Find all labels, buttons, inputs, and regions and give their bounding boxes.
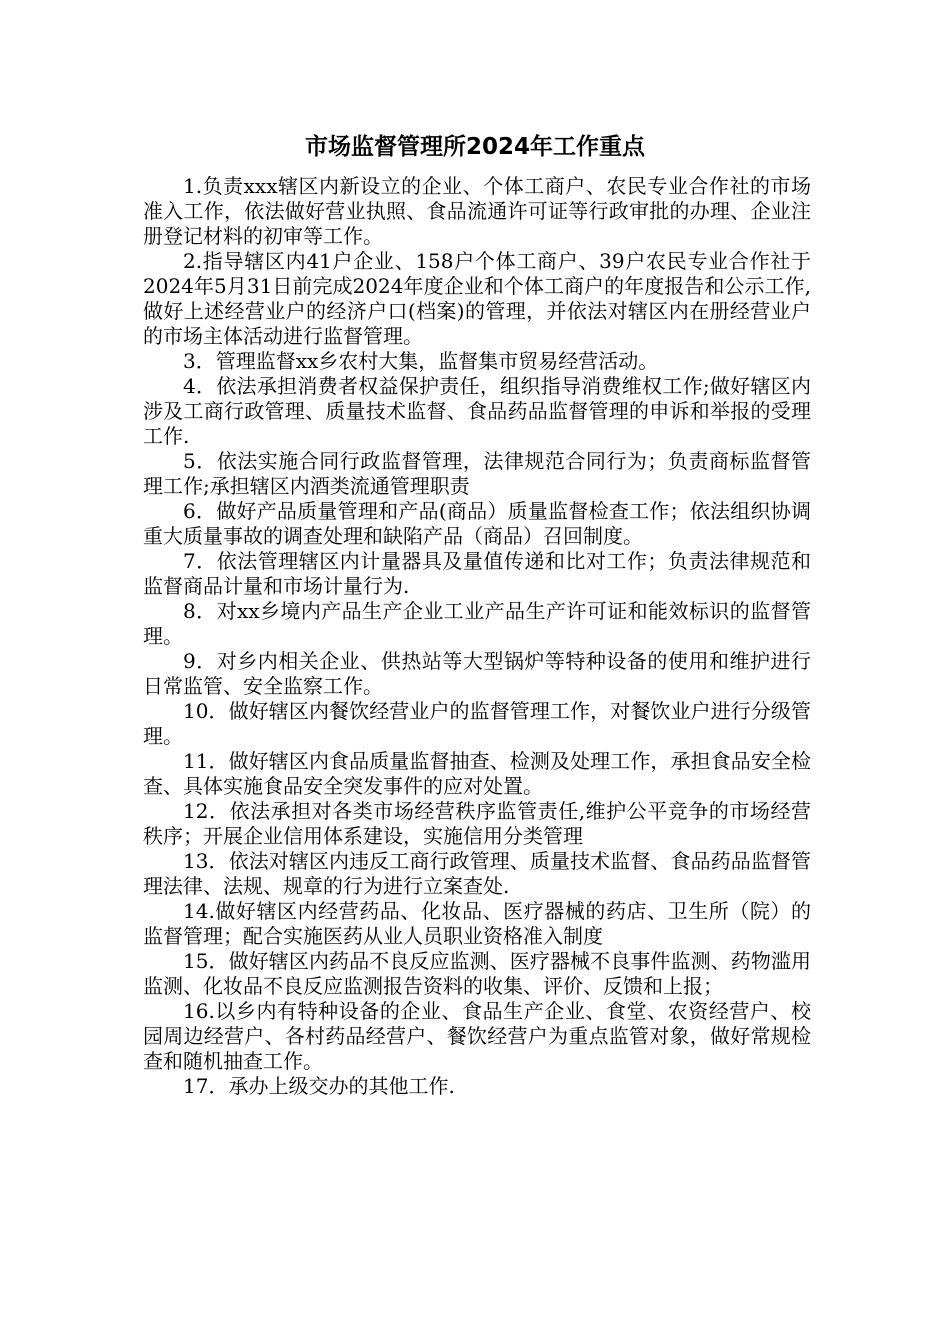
paragraph-12: 12．依法承担对各类市场经营秩序监管责任,维护公平竞争的市场经营秩序；开展企业信用体系建设，实施信用分类管理 bbox=[143, 799, 811, 848]
paragraph-16: 16.以乡内有特种设备的企业、食品生产企业、食堂、农资经营户、校园周边经营户、各村药品经营户、餐饮经营户为重点监管对象，做好常规检查和随机抽查工作。 bbox=[143, 999, 811, 1073]
document-body bbox=[143, 174, 811, 1099]
paragraph-2: 2.指导辖区内41户企业、158户个体工商户、39户农民专业合作社于2024年5月31日前完成2024年度企业和个体工商户的年度报告和公示工作,做好上述经营业户的经济户口(档案)的管理，并依法对辖区内在册经营业户的市场主体活动进行监督管理。 bbox=[143, 249, 811, 348]
paragraph-13: 13．依法对辖区内违反工商行政管理、质量技术监督、食品药品监督管理法律、法规、规章的行为进行立案查处. bbox=[143, 849, 811, 898]
paragraph-5: 5．依法实施合同行政监督管理，法律规范合同行为；负责商标监督管理工作;承担辖区内酒类流通管理职责 bbox=[143, 449, 811, 498]
paragraph-9: 9．对乡内相关企业、供热站等大型锅炉等特种设备的使用和维护进行日常监管、安全监察工作。 bbox=[143, 649, 811, 698]
paragraph-6: 6．做好产品质量管理和产品(商品）质量监督检查工作；依法组织协调重大质量事故的调查处理和缺陷产品（商品）召回制度。 bbox=[143, 499, 811, 548]
paragraph-4: 4．依法承担消费者权益保护责任，组织指导消费维权工作;做好辖区内涉及工商行政管理、质量技术监督、食品药品监督管理的申诉和举报的受理工作. bbox=[143, 374, 811, 448]
paragraph-17: 17．承办上级交办的其他工作. bbox=[183, 1074, 455, 1098]
paragraph-14: 14.做好辖区内经营药品、化妆品、医疗器械的药店、卫生所（院）的监督管理；配合实施医药从业人员职业资格准入制度 bbox=[143, 899, 811, 948]
document-title: 市场监督管理所2024年工作重点 bbox=[304, 134, 645, 160]
paragraph-3: 3．管理监督xx乡农村大集，监督集市贸易经营活动。 bbox=[183, 349, 659, 373]
paragraph-1: 1.负责xxx辖区内新设立的企业、个体工商户、农民专业合作社的市场准入工作，依法做好营业执照、食品流通许可证等行政审批的办理、企业注册登记材料的初审等工作。 bbox=[143, 174, 811, 248]
paragraph-10: 10．做好辖区内餐饮经营业户的监督管理工作，对餐饮业户进行分级管理。 bbox=[143, 699, 811, 748]
paragraph-15: 15．做好辖区内药品不良反应监测、医疗器械不良事件监测、药物滥用监测、化妆品不良反应监测报告资料的收集、评价、反馈和上报； bbox=[143, 949, 811, 998]
paragraph-11: 11．做好辖区内食品质量监督抽查、检测及处理工作，承担食品安全检查、具体实施食品安全突发事件的应对处置。 bbox=[143, 749, 811, 798]
paragraph-7: 7．依法管理辖区内计量器具及量值传递和比对工作；负责法律规范和监督商品计量和市场计量行为. bbox=[143, 549, 811, 598]
paragraph-8: 8．对xx乡境内产品生产企业工业产品生产许可证和能效标识的监督管理。 bbox=[143, 599, 811, 648]
